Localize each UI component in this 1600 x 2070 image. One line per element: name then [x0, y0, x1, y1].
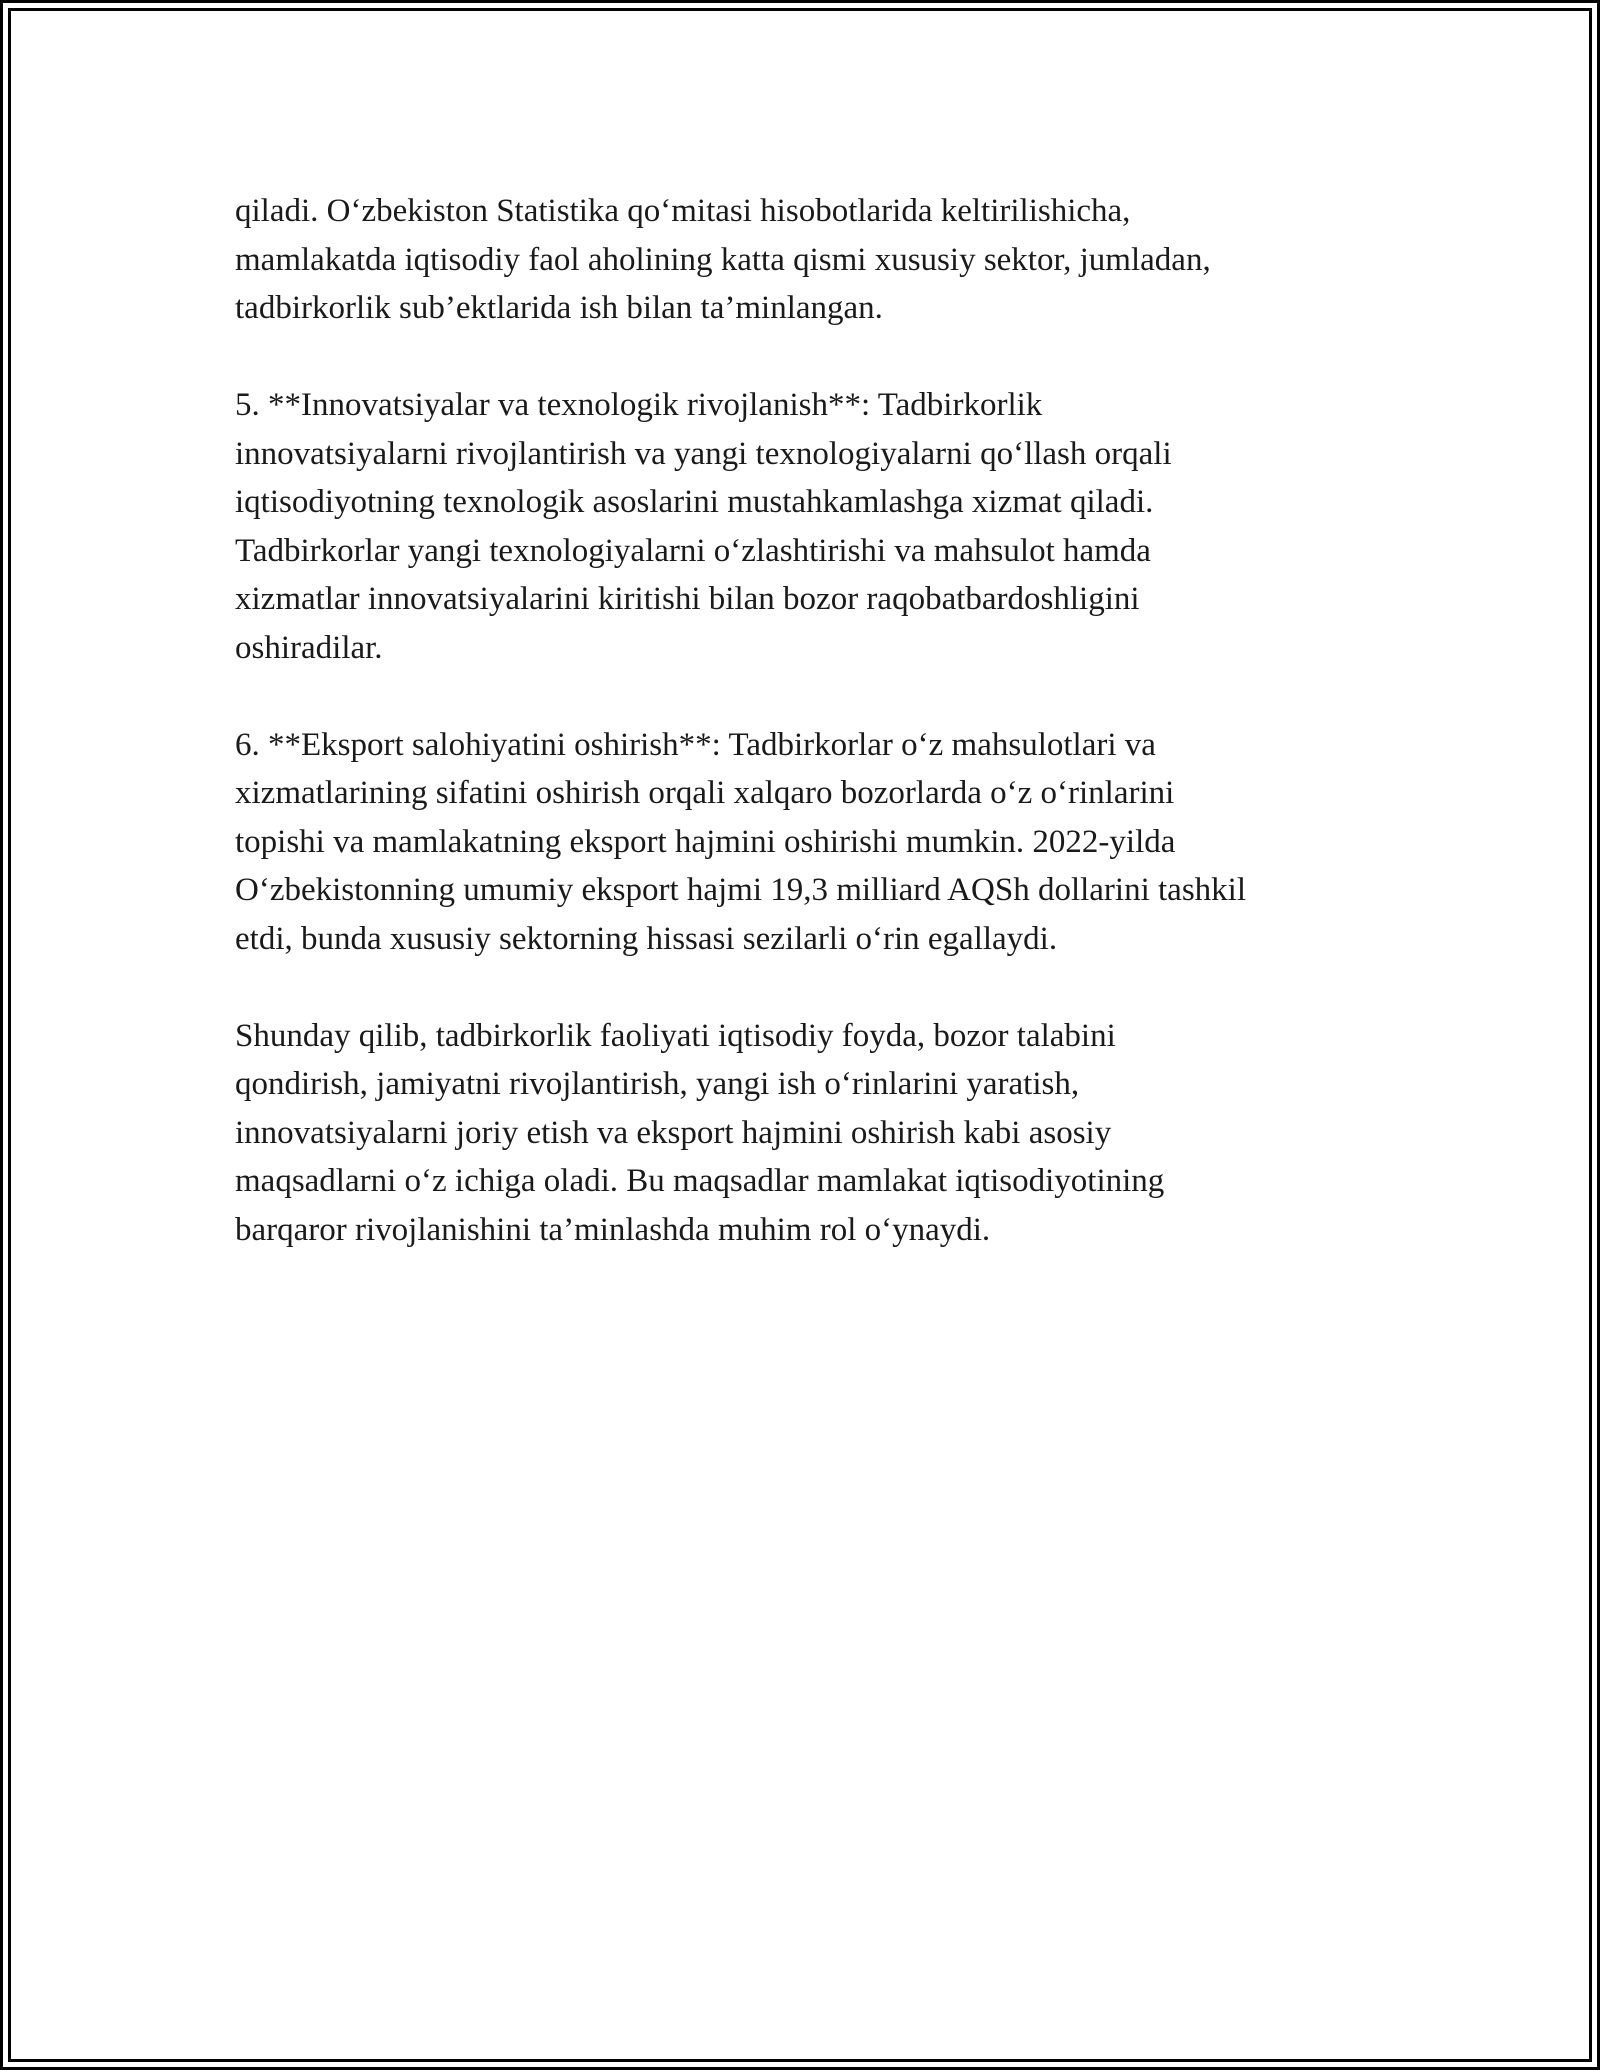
paragraph-innovation: 5. **Innovatsiyalar va texnologik rivojlanish**: Tadbirkorlik innovatsiyalarni rivojlantirish va yangi texnologiyalarni qo‘llash orqali iqtisodiyotning texnologik asoslarini mustahkamlashga xizmat qiladi. Tadbirkorlar yangi texnologiyalarni o‘zlashtirishi va mahsulot hamda xizmatlar innovatsiyalarini kiritishi bilan bozor raqobatbardoshligini oshiradilar. — [235, 387, 1172, 666]
paragraph-workforce: qiladi. O‘zbekiston Statistika qo‘mitasi hisobotlarida keltirilishicha, mamlakatda iqtisodiy faol aholining katta qismi xususiy sektor, jumladan, tadbirkorlik sub’ektlarida ish bilan ta’minlangan. — [235, 193, 1211, 326]
paragraph-export: 6. **Eksport salohiyatini oshirish**: Tadbirkorlar o‘z mahsulotlari va xizmatlarining sifatini oshirish orqali xalqaro bozorlarda o‘z o‘rinlarini topishi va mamlakatning eksport hajmini oshirishi mumkin. 2022-yilda O‘zbekistonning umumiy eksport hajmi 19,3 milliard AQSh dollarini tashkil etdi, bunda xususiy sektorning hissasi sezilarli o‘rin egallaydi. — [235, 726, 1246, 957]
document-body — [235, 187, 1385, 1303]
paragraph-conclusion: Shunday qilib, tadbirkorlik faoliyati iqtisodiy foyda, bozor talabini qondirish, jamiyatni rivojlantirish, yangi ish o‘rinlarini yaratish, innovatsiyalarni joriy etish va eksport hajmini oshirish kabi asosiy maqsadlarni o‘z ichiga oladi. Bu maqsadlar mamlakat iqtisodiyotining barqaror rivojlanishini ta’minlashda muhim rol o‘ynaydi. — [235, 1017, 1165, 1248]
